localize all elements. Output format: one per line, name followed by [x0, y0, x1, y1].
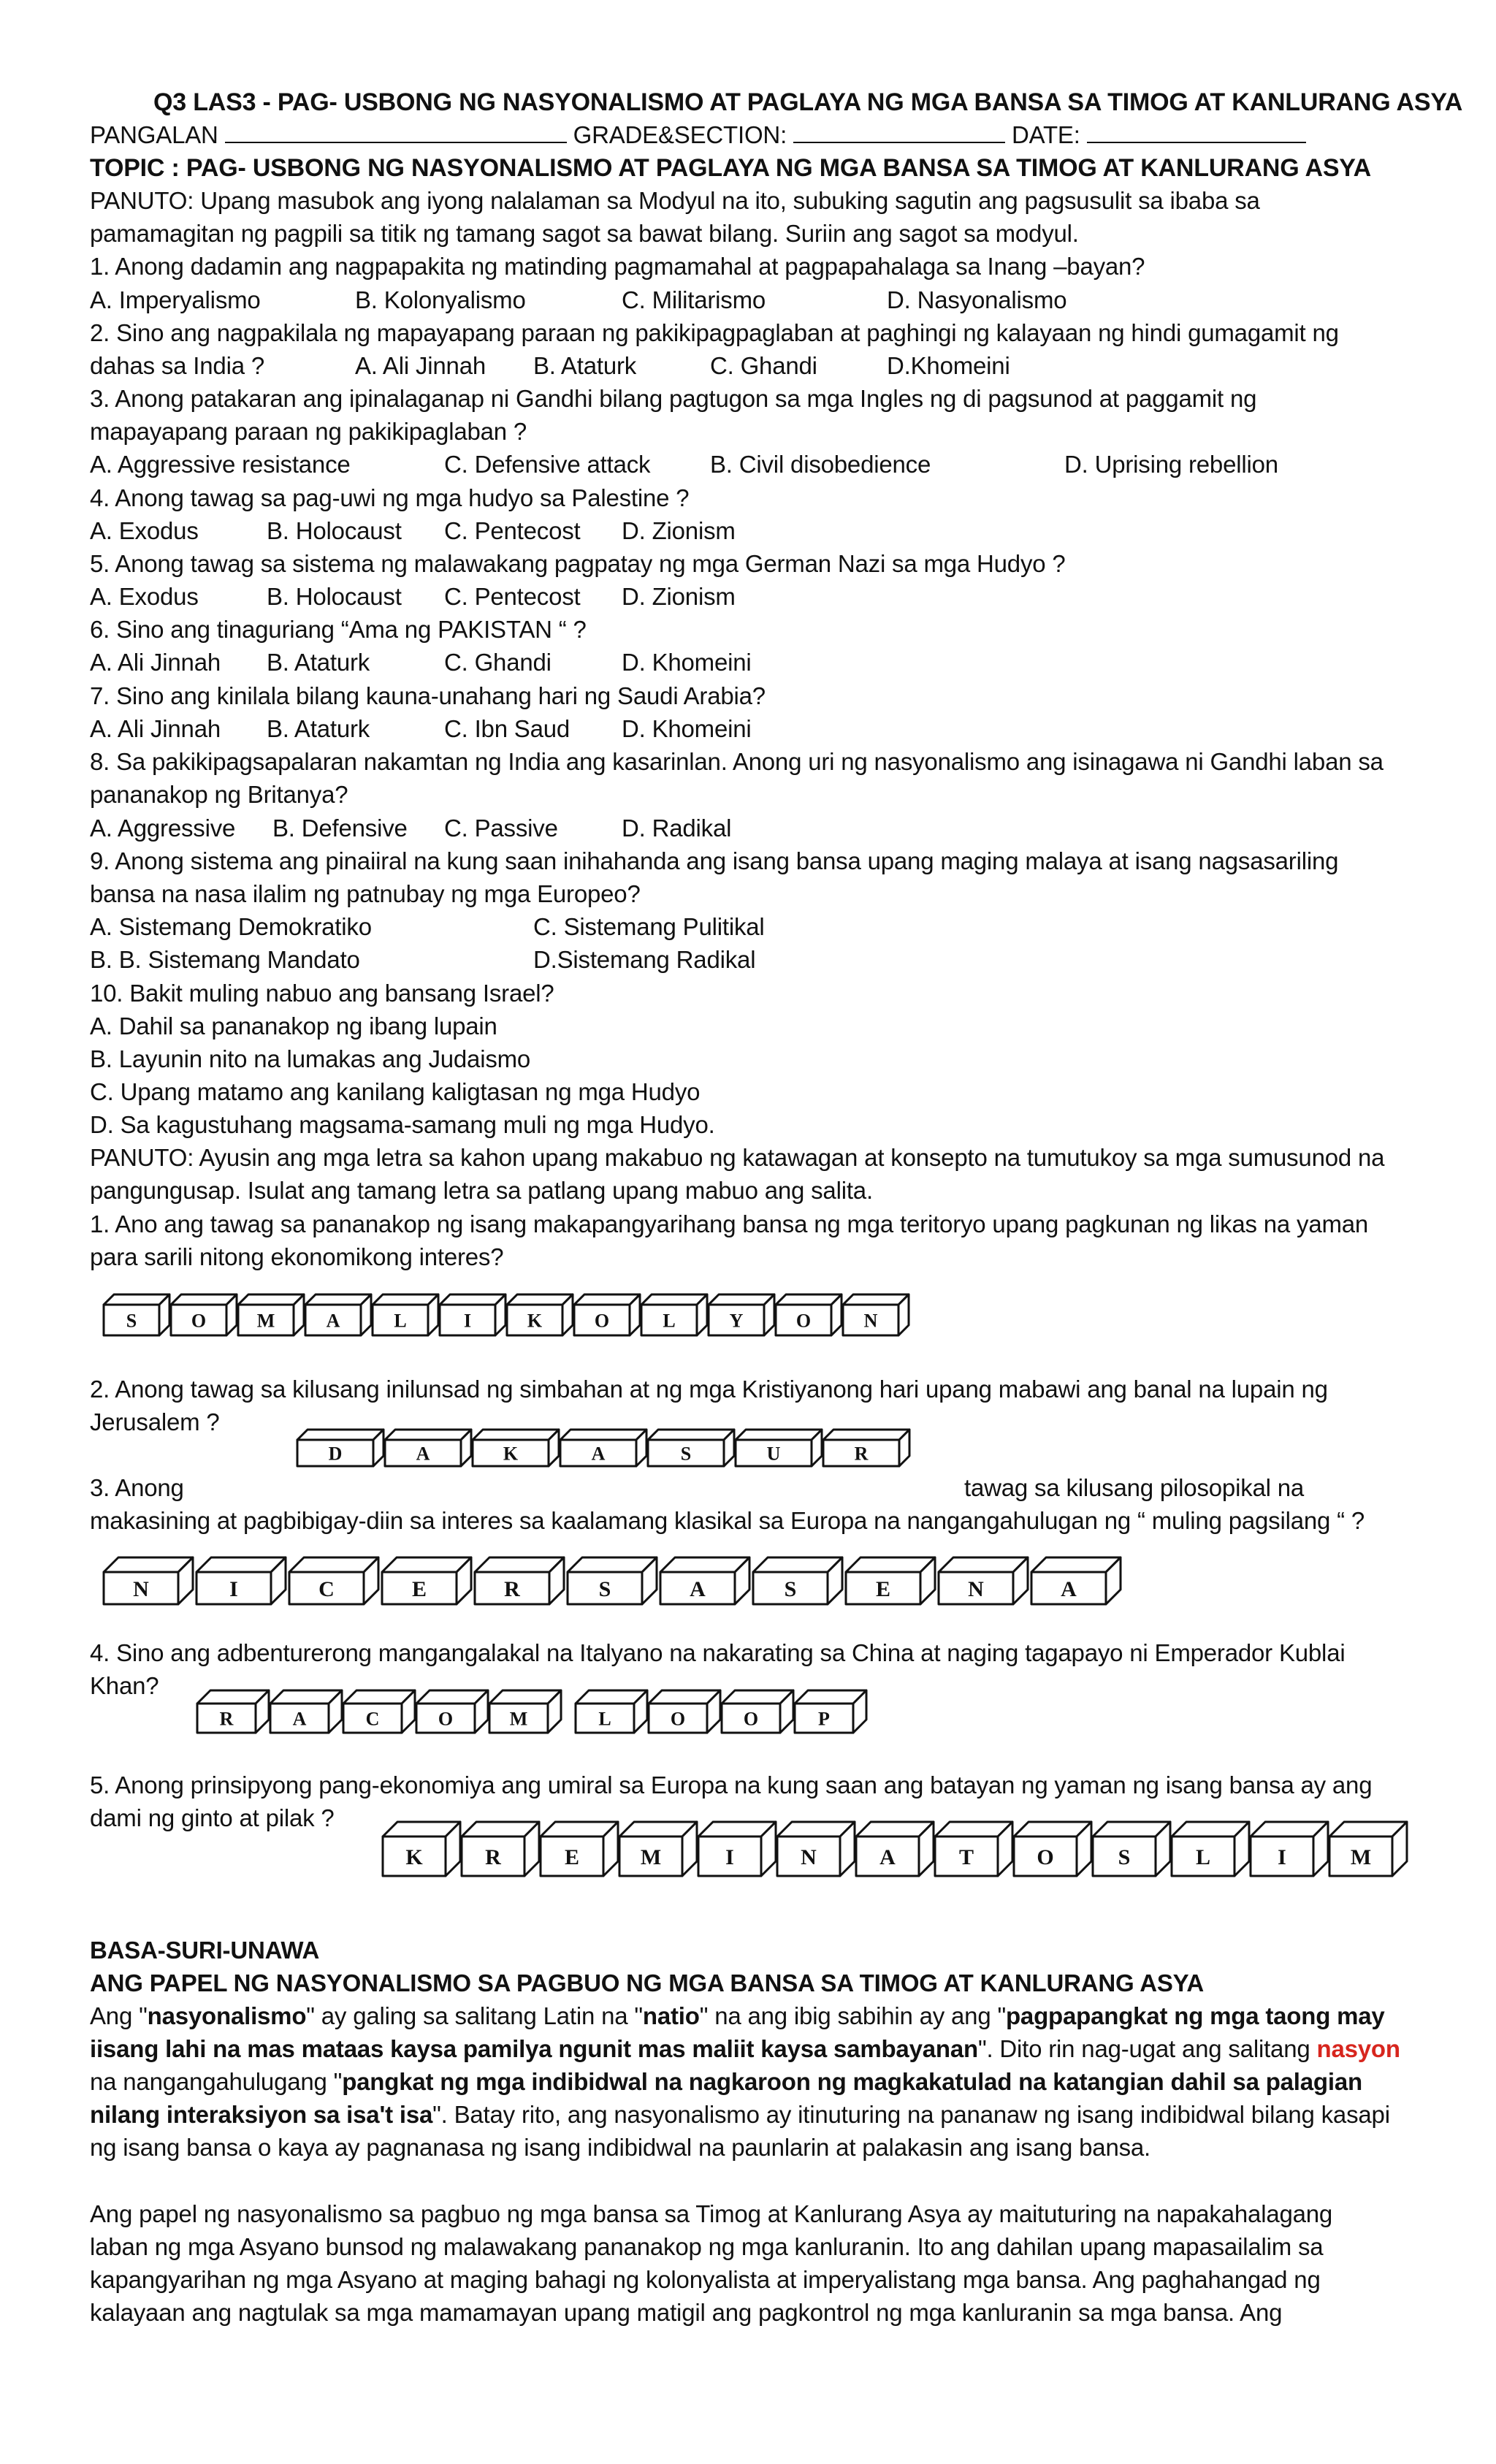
definition-bold: nilang interaksiyon sa isa't isa — [90, 2101, 433, 2128]
letter-box-letter: C — [365, 1708, 380, 1730]
letter-box — [793, 1689, 868, 1734]
scramble-question-3-end: tawag sa kilusang pilosopikal na — [964, 1474, 1305, 1501]
letter-box-letter: N — [863, 1310, 878, 1332]
q4-option-b[interactable]: B. Holocaust — [267, 517, 402, 544]
letter-box — [855, 1820, 935, 1877]
q9-option-b[interactable]: B. B. Sistemang Mandato — [90, 946, 360, 973]
q10-option-d[interactable]: D. Sa kagustuhang magsama-samang muli ng mga Hudyo. — [90, 1111, 715, 1138]
question-3: 3. Anong patakaran ang ipinalaganap ni Gandhi bilang pagtugon sa mga Ingles ng di pagsunod at paggamit ng — [90, 385, 1257, 412]
letter-box — [304, 1293, 373, 1337]
letter-box — [269, 1689, 343, 1734]
scramble-question-4: 4. Sino ang adbenturerong mangangalakal na Italyano na nakarating sa China at naging tagapayo ni Emperador Kublai — [90, 1639, 1346, 1666]
letter-box-letter: S — [680, 1443, 692, 1465]
scramble-question-1-cont: para sarili nitong ekonomikong interes? — [90, 1243, 504, 1270]
letter-box — [296, 1428, 385, 1468]
q8-option-c[interactable]: C. Passive — [444, 815, 558, 842]
term-nasyonalismo: nasyonalismo — [147, 2002, 307, 2029]
question-7: 7. Sino ang kinilala bilang kauna-unahang hari ng Saudi Arabia? — [90, 682, 766, 709]
letter-box — [734, 1428, 823, 1468]
letter-box-letter: M — [640, 1845, 662, 1869]
letter-box-letter: P — [818, 1708, 830, 1730]
letter-box — [752, 1556, 844, 1606]
instructions-line: PANUTO: Upang masubok ang iyong nalalaman sa Modyul na ito, subuking sagutin ang pagsusulit sa ibaba sa — [90, 187, 1260, 214]
letter-box-letter: O — [438, 1708, 454, 1730]
letter-box-letter: N — [801, 1845, 817, 1869]
letter-box-letter: O — [670, 1708, 686, 1730]
q6-option-b[interactable]: B. Ataturk — [267, 649, 370, 676]
letter-box-letter: L — [394, 1310, 407, 1332]
q5-option-b[interactable]: B. Holocaust — [267, 583, 402, 610]
letter-box-letter: S — [784, 1576, 797, 1601]
question-1: 1. Anong dadamin ang nagpapakita ng matinding pagmamahal at pagpapahalaga sa Inang –bayan? — [90, 253, 1145, 280]
letter-box — [102, 1293, 171, 1337]
question-5: 5. Anong tawag sa sistema ng malawakang pagpatay ng mga German Nazi sa mga Hudyo ? — [90, 550, 1066, 577]
letter-box — [381, 1556, 473, 1606]
letter-box — [1012, 1820, 1093, 1877]
letter-box-letter: O — [191, 1310, 207, 1332]
text-run: na nangangahulugang " — [90, 2068, 343, 2095]
reading-subheading: ANG PAPEL NG NASYONALISMO SA PAGBUO NG MGA BANSA SA TIMOG AT KANLURANG ASYA — [90, 1969, 1205, 1996]
letter-box — [937, 1556, 1029, 1606]
letter-box — [381, 1820, 462, 1877]
letter-box-letter: M — [509, 1708, 528, 1730]
question-10: 10. Bakit muling nabuo ang bansang Israel? — [90, 980, 554, 1007]
q9-option-c[interactable]: C. Sistemang Pulitikal — [533, 913, 765, 940]
term-nasyon: nasyon — [1316, 2035, 1400, 2062]
letter-box — [618, 1820, 698, 1877]
grade-section-label: GRADE&SECTION: — [573, 121, 787, 148]
letter-box — [196, 1689, 270, 1734]
q8-option-a[interactable]: A. Aggressive — [90, 815, 236, 842]
letter-box-letter: R — [485, 1845, 501, 1869]
reading-p2-line: kalayaan ang nagtulak sa mga mamamayan upang matigil ang pagkontrol ng mga kanluranin sa mga bansa. Ang — [90, 2299, 1283, 2326]
scramble-question-2-cont: Jerusalem ? — [90, 1408, 220, 1435]
letter-box-letter: O — [1037, 1845, 1054, 1869]
letter-box-letter: A — [591, 1443, 606, 1465]
letter-box-letter: U — [766, 1443, 781, 1465]
letter-box — [822, 1428, 911, 1468]
letter-box — [659, 1556, 751, 1606]
scramble-question-4-cont: Khan? — [90, 1672, 159, 1699]
letter-box-letter: D — [328, 1443, 343, 1465]
q2-option-b[interactable]: B. Ataturk — [533, 352, 637, 379]
letter-box-letter: L — [1195, 1845, 1211, 1869]
letter-box-letter: O — [743, 1708, 759, 1730]
letter-box — [460, 1820, 541, 1877]
letter-box-letter: A — [1061, 1576, 1077, 1601]
question-4: 4. Anong tawag sa pag-uwi ng mga hudyo sa Palestine ? — [90, 484, 690, 511]
scramble-question-1: 1. Ano ang tawag sa pananakop ng isang makapangyarihang bansa ng mga teritoryo upang pagkunan ng likas na yaman — [90, 1210, 1369, 1237]
instructions-2-line: PANUTO: Ayusin ang mga letra sa kahon upang makabuo ng katawagan at konsepto na tumutukoy sa mga sumusunod na — [90, 1144, 1385, 1171]
letter-box — [934, 1820, 1014, 1877]
q3-option-a[interactable]: A. Aggressive resistance — [90, 451, 351, 478]
letter-box — [566, 1556, 658, 1606]
question-8-cont: pananakop ng Britanya? — [90, 781, 348, 808]
letter-box-letter: L — [598, 1708, 611, 1730]
name-line — [90, 119, 1306, 151]
letter-box-letter: N — [133, 1576, 149, 1601]
letter-box — [237, 1293, 305, 1337]
text-run: ". Dito rin nag-ugat ang salitang — [977, 2035, 1317, 2062]
q7-option-d[interactable]: D. Khomeini — [622, 715, 752, 742]
letter-box-letter: O — [795, 1310, 812, 1332]
letter-box — [776, 1820, 856, 1877]
letter-box-letter: I — [229, 1576, 238, 1601]
question-6: 6. Sino ang tinaguriang “Ama ng PAKISTAN “ ? — [90, 616, 587, 643]
text-run: " ay galing sa salitang Latin na " — [306, 2002, 643, 2029]
name-label: PANGALAN — [90, 121, 218, 148]
q3-option-b[interactable]: B. Civil disobedience — [710, 451, 931, 478]
q1-option-d[interactable]: D. Nasyonalismo — [887, 286, 1067, 313]
scramble-question-5: 5. Anong prinsipyong pang-ekonomiya ang umiral sa Europa na kung saan ang batayan ng yaman ng isang bansa ay ang — [90, 1771, 1373, 1799]
reading-p1-line-5: ng isang bansa o kaya ay pagnanasa ng isang indibidwal na paunlarin at palakasin ang isang bansa. — [90, 2134, 1151, 2161]
letter-box — [1328, 1820, 1408, 1877]
q10-option-a[interactable]: A. Dahil sa pananakop ng ibang lupain — [90, 1012, 497, 1040]
letter-box-letter: A — [416, 1443, 430, 1465]
reading-heading: BASA-SURI-UNAWA — [90, 1937, 320, 1964]
q7-option-a[interactable]: A. Ali Jinnah — [90, 715, 221, 742]
letter-box-letter: I — [1278, 1845, 1286, 1869]
letter-box — [697, 1820, 777, 1877]
q9-option-a[interactable]: A. Sistemang Demokratiko — [90, 913, 372, 940]
letter-box-letter: A — [292, 1708, 307, 1730]
text-run: " na ang ibig sabihin ay ang " — [699, 2002, 1006, 2029]
letter-box — [720, 1689, 795, 1734]
letter-box — [438, 1293, 507, 1337]
letter-box-letter: R — [504, 1576, 520, 1601]
letter-box — [1170, 1820, 1251, 1877]
letter-box-letter: S — [1118, 1845, 1131, 1869]
letter-box-letter: R — [219, 1708, 234, 1730]
reading-p2-line: kapangyarihan ng mga Asyano at maging bahagi ng kolonyalista at imperyalistang mga bansa. Ang paghahangad ng — [90, 2266, 1321, 2293]
letter-box — [707, 1293, 776, 1337]
letter-box — [844, 1556, 936, 1606]
letter-box-letter: I — [463, 1310, 472, 1332]
letter-box-letter: A — [326, 1310, 340, 1332]
letter-box — [1030, 1556, 1122, 1606]
letter-box — [1249, 1820, 1329, 1877]
letter-box-letter: M — [1350, 1845, 1372, 1869]
letter-box — [473, 1556, 565, 1606]
reading-p1-line-3 — [90, 2066, 1362, 2098]
letter-box — [842, 1293, 910, 1337]
q5-option-a[interactable]: A. Exodus — [90, 583, 199, 610]
reading-p1-line-1 — [90, 2000, 1385, 2032]
letter-box-letter: M — [256, 1310, 275, 1332]
question-8: 8. Sa pakikipagsapalaran nakamtan ng India ang kasarinlan. Anong uri ng nasyonalismo ang isinagawa ni Gandhi laban sa — [90, 748, 1384, 775]
instructions-2-line: pangungusap. Isulat ang tamang letra sa patlang upang mabuo ang salita. — [90, 1177, 873, 1204]
letter-box-letter: Y — [729, 1310, 744, 1332]
scramble-question-3-cont: makasining at pagbibigay-diin sa interes sa kaalamang klasikal sa Europa na nangangahulugan ng “ muling pagsilang “ ? — [90, 1507, 1365, 1534]
q2-option-a[interactable]: A. Ali Jinnah — [355, 352, 486, 379]
q2-option-d[interactable]: D.Khomeini — [887, 352, 1010, 379]
letter-box — [342, 1689, 416, 1734]
scramble-question-5-cont: dami ng ginto at pilak ? — [90, 1804, 335, 1831]
question-2-cont: dahas sa India ? — [90, 352, 264, 379]
letter-box-letter: N — [968, 1576, 984, 1601]
question-2: 2. Sino ang nagpakilala ng mapayapang paraan ng pakikipagpaglaban at paghingi ng kalayaan ng hindi gumagamit ng — [90, 319, 1339, 346]
term-natio: natio — [642, 2002, 700, 2029]
letter-box-letter: C — [318, 1576, 335, 1601]
question-9: 9. Anong sistema ang pinaiiral na kung saan inihahanda ang isang bansa upang maging malaya at isang nagsasariling — [90, 847, 1339, 874]
grade-section-field[interactable] — [793, 120, 1005, 143]
q4-option-a[interactable]: A. Exodus — [90, 517, 199, 544]
letter-box — [102, 1556, 194, 1606]
reading-p1-line-2 — [90, 2033, 1400, 2065]
q2-option-c[interactable]: C. Ghandi — [710, 352, 817, 379]
letter-box — [646, 1428, 736, 1468]
text-run: Ang " — [90, 2002, 148, 2029]
letter-box-letter: R — [854, 1443, 869, 1465]
q4-option-c[interactable]: C. Pentecost — [444, 517, 581, 544]
letter-box — [488, 1689, 562, 1734]
definition-bold: pagpapangkat ng mga taong may — [1005, 2002, 1385, 2029]
q1-option-b[interactable]: B. Kolonyalismo — [355, 286, 526, 313]
letter-box — [539, 1820, 619, 1877]
letter-box — [574, 1689, 649, 1734]
letter-box-letter: K — [503, 1443, 519, 1465]
q5-option-c[interactable]: C. Pentecost — [444, 583, 581, 610]
q4-option-d[interactable]: D. Zionism — [622, 517, 736, 544]
reading-p2-line: laban ng mga Asyano bunsod ng malawakang pananakop ng mga kanluranin. Ito ang dahilan upang mapasailalim sa — [90, 2233, 1324, 2260]
letter-box-letter: E — [564, 1845, 580, 1869]
q6-option-d[interactable]: D. Khomeini — [622, 649, 752, 676]
letter-box — [1091, 1820, 1172, 1877]
name-field[interactable] — [225, 120, 567, 143]
q1-option-a[interactable]: A. Imperyalismo — [90, 286, 261, 313]
instructions-line: pamamagitan ng pagpili sa titik ng tamang sagot sa bawat bilang. Suriin ang sagot sa modyul. — [90, 220, 1079, 247]
letter-box — [774, 1293, 843, 1337]
letter-box — [640, 1293, 709, 1337]
letter-box — [371, 1293, 440, 1337]
letter-box — [647, 1689, 722, 1734]
reading-p1-line-4 — [90, 2099, 1390, 2131]
q6-option-c[interactable]: C. Ghandi — [444, 649, 552, 676]
q3-option-c[interactable]: C. Defensive attack — [444, 451, 651, 478]
q6-option-a[interactable]: A. Ali Jinnah — [90, 649, 221, 676]
scramble-question-3-start: 3. Anong — [90, 1474, 184, 1501]
date-label: DATE: — [1011, 121, 1080, 148]
q10-option-c[interactable]: C. Upang matamo ang kanilang kaligtasan ng mga Hudyo — [90, 1078, 701, 1105]
reading-p2-line: Ang papel ng nasyonalismo sa pagbuo ng mga bansa sa Timog at Kanlurang Asya ay maituturing na napakahalagang — [90, 2200, 1333, 2227]
letter-box — [471, 1428, 560, 1468]
q8-option-d[interactable]: D. Radikal — [622, 815, 732, 842]
definition-bold: iisang lahi na mas mataas kaysa pamilya ngunit mas maliit kaysa sambayanan — [90, 2035, 978, 2062]
letter-box-letter: E — [875, 1576, 891, 1601]
question-3-cont: mapayapang paraan ng pakikipaglaban ? — [90, 418, 527, 445]
q10-option-b[interactable]: B. Layunin nito na lumakas ang Judaismo — [90, 1045, 531, 1072]
q9-option-d[interactable]: D.Sistemang Radikal — [533, 946, 756, 973]
topic: TOPIC : PAG- USBONG NG NASYONALISMO AT PAGLAYA NG MGA BANSA SA TIMOG AT KANLURANG ASYA — [90, 154, 1372, 182]
letter-box — [573, 1293, 641, 1337]
worksheet-title: Q3 LAS3 - PAG- USBONG NG NASYONALISMO AT PAGLAYA NG MGA BANSA SA TIMOG AT KANLURANG ASYA — [153, 88, 1463, 116]
letter-box-letter: A — [879, 1845, 896, 1869]
letter-box-letter: S — [126, 1310, 137, 1332]
letter-box-letter: S — [598, 1576, 611, 1601]
q1-option-c[interactable]: C. Militarismo — [622, 286, 766, 313]
scramble-question-2: 2. Anong tawag sa kilusang inilunsad ng simbahan at ng mga Kristiyanong hari upang mabawi ang banal na lupain ng — [90, 1376, 1328, 1403]
letter-box — [383, 1428, 473, 1468]
date-field[interactable] — [1087, 120, 1306, 143]
q3-option-d[interactable]: D. Uprising rebellion — [1064, 451, 1278, 478]
letter-box-letter: O — [594, 1310, 610, 1332]
q7-option-c[interactable]: C. Ibn Saud — [444, 715, 570, 742]
q7-option-b[interactable]: B. Ataturk — [267, 715, 370, 742]
letter-box-letter: A — [690, 1576, 706, 1601]
letter-box-letter: K — [405, 1845, 423, 1869]
definition-bold: pangkat ng mga indibidwal na nagkaroon ng magkakatulad na katangian dahil sa palagian — [342, 2068, 1362, 2095]
letter-box — [559, 1428, 648, 1468]
letter-box — [169, 1293, 238, 1337]
letter-box — [505, 1293, 574, 1337]
q8-option-b[interactable]: B. Defensive — [272, 815, 408, 842]
letter-box-letter: I — [725, 1845, 734, 1869]
letter-box — [288, 1556, 380, 1606]
letter-box-letter: T — [958, 1845, 974, 1869]
question-9-cont: bansa na nasa ilalim ng patnubay ng mga Europeo? — [90, 880, 641, 907]
letter-box — [415, 1689, 489, 1734]
letter-box — [195, 1556, 287, 1606]
letter-box-letter: K — [527, 1310, 543, 1332]
text-run: ". Batay rito, ang nasyonalismo ay itinuturing na pananaw ng isang indibidwal bilang kasapi — [432, 2101, 1390, 2128]
q5-option-d[interactable]: D. Zionism — [622, 583, 736, 610]
letter-box-letter: E — [411, 1576, 427, 1601]
letter-box-letter: L — [663, 1310, 676, 1332]
